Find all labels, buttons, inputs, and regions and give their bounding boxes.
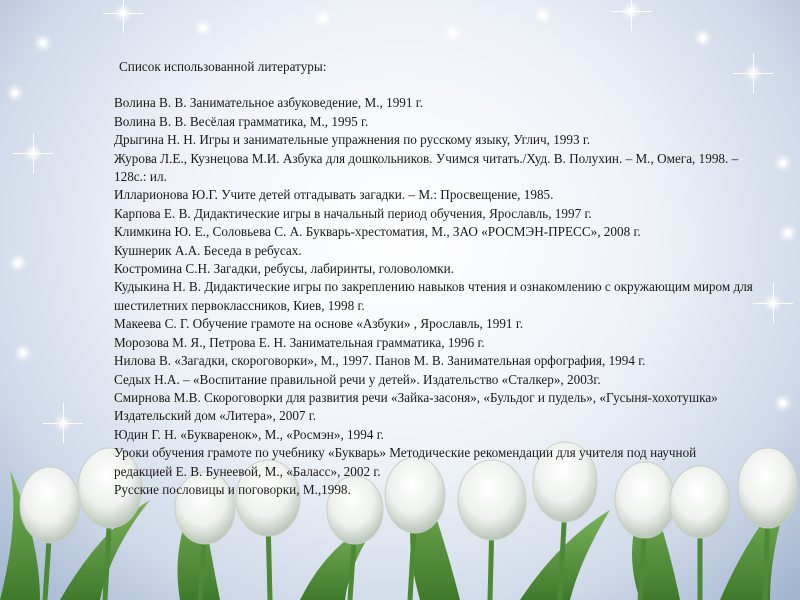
bibliography-entry: Кудыкина Н. В. Дидактические игры по закреплению навыков чтения и ознакомлению с окружающим миром для шестилетних первоклассников, Киев, 1998 г. <box>114 279 757 313</box>
sparkle-decoration <box>700 35 706 41</box>
bibliography-list <box>114 94 757 499</box>
bibliography-entry: Дрыгина Н. Н. Игры и занимательные упражнения по русскому языку, Углич, 1993 г. <box>114 132 591 148</box>
sparkle-decoration <box>20 350 26 356</box>
bibliography-entry: Уроки обучения грамоте по учебнику «Букварь» Методические рекомендации для учителя под научной редакцией Е. В. Бунеевой, М., «Баласс», 2002 г. <box>114 445 700 479</box>
sparkle-decoration <box>200 25 206 31</box>
bibliography-entry: Нилова В. «Загадки, скороговорки», М., 1997. Панов М. В. Занимательная орфография, 1994 г. <box>114 353 646 369</box>
bibliography-entry: Смирнова М.В. Скороговорки для развития речи «Зайка-засоня», «Бульдог и пудель», «Гусыня-хохотушка» Издательский дом «Литера», 2007 г. <box>114 389 722 424</box>
sparkle-decoration <box>540 12 546 18</box>
bibliography-entry: Русские пословицы и поговорки, М.,1998. <box>114 481 351 497</box>
sparkle-decoration <box>30 150 36 156</box>
bibliography-title: Список использованной литературы: <box>119 59 327 74</box>
bibliography <box>114 58 757 499</box>
sparkle-decoration <box>628 8 634 14</box>
sparkle-decoration <box>770 300 776 306</box>
bibliography-entry: Морозова М. Я., Петрова Е. Н. Занимательная грамматика, 1996 г. <box>114 334 485 350</box>
sparkle-decoration <box>320 15 326 21</box>
sparkle-decoration <box>785 230 791 236</box>
sparkle-decoration <box>450 30 456 36</box>
sparkle-decoration <box>60 420 66 426</box>
bibliography-entry: Журова Л.Е., Кузнецова М.И. Азбука для дошкольников. Учимся читать./Худ. В. Полухин. – М., Омега, 1998. – 128с.: ил. <box>114 150 742 185</box>
sparkle-decoration <box>40 40 46 46</box>
bibliography-entry: Юдин Г. Н. «Букваренок», М., «Росмэн», 1994 г. <box>114 426 384 442</box>
bibliography-entry: Кушнерик А.А. Беседа в ребусах. <box>114 242 302 258</box>
sparkle-decoration <box>12 90 18 96</box>
bibliography-entry: Илларионова Ю.Г. Учите детей отгадывать загадки. – М.: Просвещение, 1985. <box>114 187 554 203</box>
sparkle-decoration <box>780 400 786 406</box>
bibliography-entry: Макеева С. Г. Обучение грамоте на основе «Азбуки» , Ярославль, 1991 г. <box>114 316 524 332</box>
bibliography-entry: Карпова Е. В. Дидактические игры в начальный период обучения, Ярославль, 1997 г. <box>114 205 592 221</box>
sparkle-decoration <box>15 260 21 266</box>
sparkle-decoration <box>780 160 786 166</box>
bibliography-entry: Седых Н.А. – «Воспитание правильной речи у детей». Издательство «Сталкер», 2003г. <box>114 371 601 387</box>
bibliography-entry: Костромина С.Н. Загадки, ребусы, лабиринты, головоломки. <box>114 261 455 277</box>
bibliography-entry: Волина В. В. Весёлая грамматика, М., 1995 г. <box>114 113 369 129</box>
bibliography-entry: Климкина Ю. Е., Соловьева С. А. Букварь-хрестоматия, М., ЗАО «РОСМЭН-ПРЕСС», 2008 г. <box>114 224 641 240</box>
bibliography-entry: Волина В. В. Занимательное азбуковедение, М., 1991 г. <box>114 95 424 111</box>
sparkle-decoration <box>120 10 126 16</box>
